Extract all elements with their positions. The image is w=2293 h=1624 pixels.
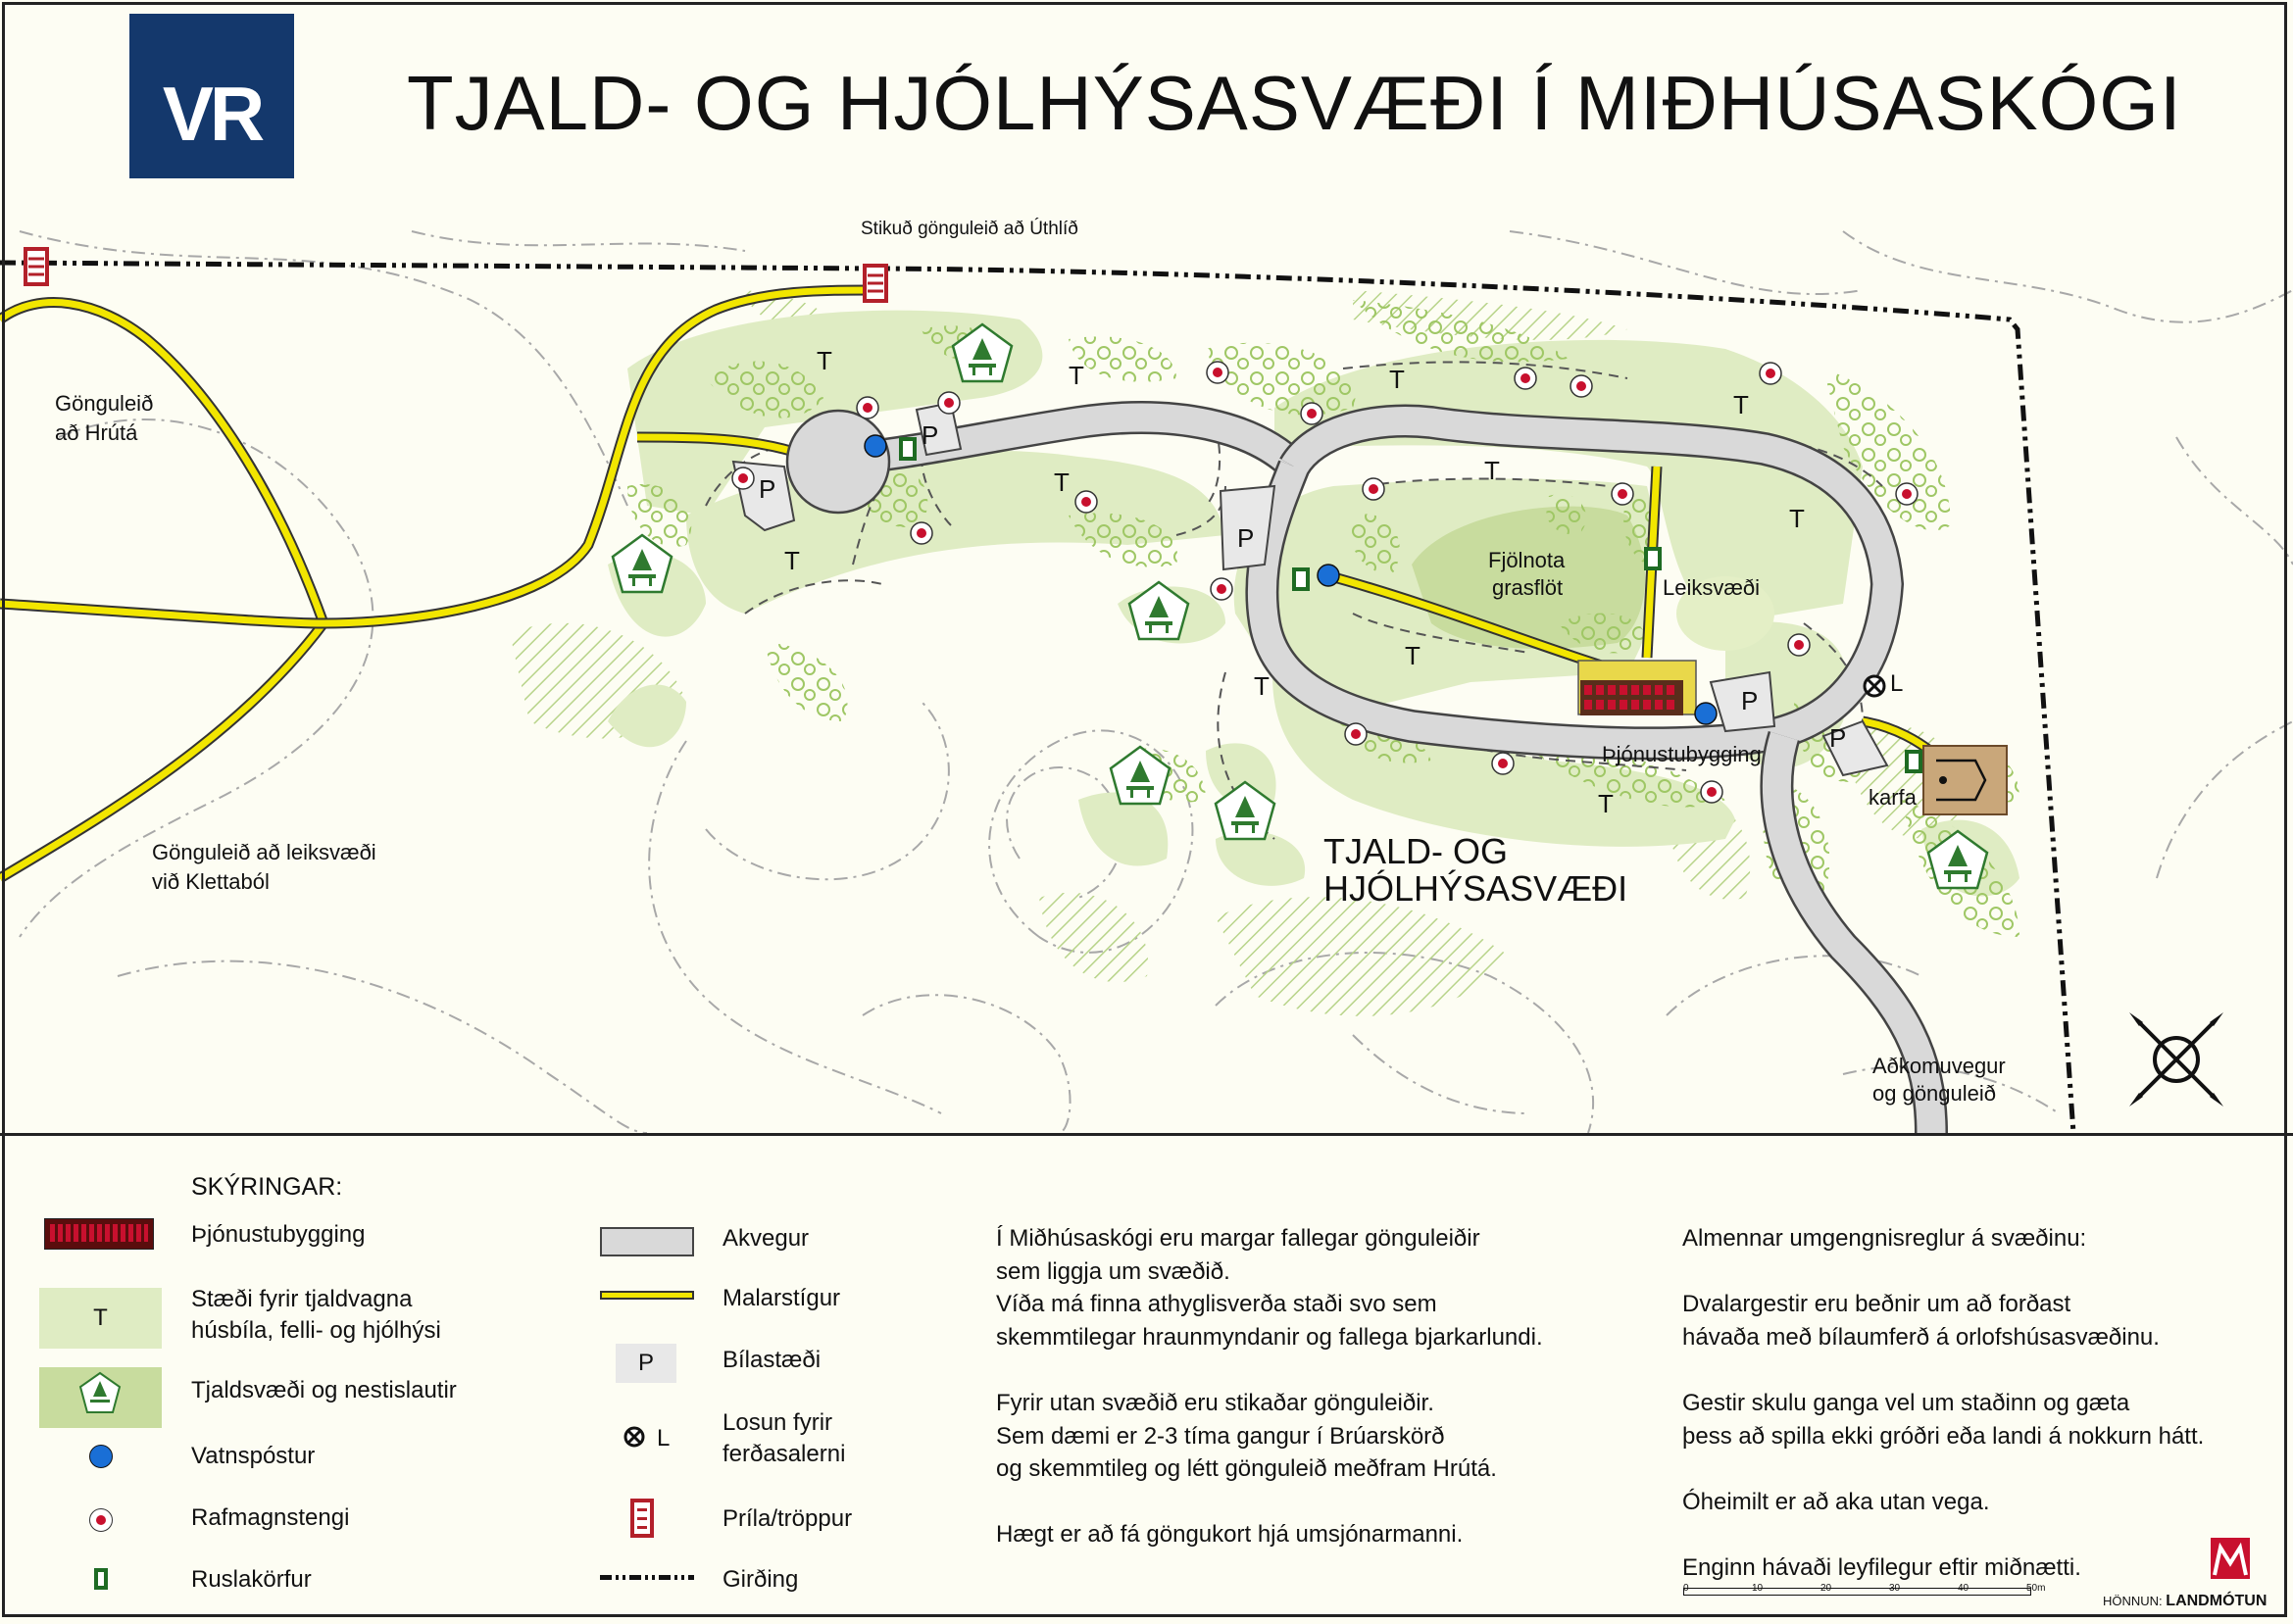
legend-label-road: Akvegur	[723, 1225, 810, 1252]
legend-label-bins: Ruslakörfur	[191, 1566, 312, 1593]
pitch-marker: T	[1405, 641, 1421, 670]
pitch-marker: T	[784, 546, 800, 575]
scale-tick: 50m	[2026, 1583, 2046, 1594]
legend-label-water: Vatnspóstur	[191, 1443, 316, 1469]
parking-marker: P	[922, 420, 939, 450]
legend-label-picnic: Tjaldsvæði og nestislautir	[191, 1377, 457, 1403]
label-trail-uthlid: Stikuð gönguleið að Úthlíð	[861, 219, 1078, 239]
scale-tick: 20	[1820, 1583, 1832, 1594]
page-title: TJALD- OG HJÓLHÝSASVÆÐI Í MIÐHÚSASKÓGI	[407, 60, 2182, 146]
scale-tick: 0	[1683, 1583, 1689, 1594]
label-area-2: HJÓLHÝSASVÆÐI	[1323, 868, 1628, 909]
label-access-2: og gönguleið	[1872, 1081, 1997, 1106]
pitch-marker: T	[1069, 361, 1084, 390]
label-multiuse-2: grasflöt	[1492, 575, 1564, 600]
credit-prefix: HÖNNUN:	[2103, 1594, 2163, 1608]
scale-tick: 40	[1958, 1583, 1969, 1594]
label-trail-play-2: við Klettaból	[152, 869, 270, 894]
legend-label-toilet-2: ferðasalerni	[723, 1441, 846, 1467]
label-access-1: Aðkomuvegur	[1872, 1054, 2006, 1078]
legend-label-stile: Príla/tröppur	[723, 1505, 853, 1532]
parking-marker: P	[1741, 686, 1759, 715]
caravan-pitch-symbol: T	[93, 1304, 108, 1331]
info-line: Í Miðhúsaskógi eru margar fallegar gönguleiðir	[996, 1225, 1480, 1252]
legend-label-power: Rafmagnstengi	[191, 1504, 350, 1531]
pitch-marker: T	[1484, 456, 1500, 485]
legend-label-gravel: Malarstígur	[723, 1285, 841, 1311]
label-toilet-letter: L	[1890, 670, 1904, 697]
legend-toilet-letter: L	[657, 1425, 671, 1452]
info-line: og skemmtileg og létt gönguleið meðfram Hrútá.	[996, 1455, 1497, 1483]
parking-marker: P	[1829, 723, 1847, 753]
poster-frame	[2, 2, 2287, 1617]
label-trail-hruta-1: Gönguleið	[55, 391, 154, 416]
parking-marker: P	[1237, 523, 1255, 553]
label-playground: Leiksvæði	[1663, 575, 1761, 600]
info-line: Víða má finna athyglisverða staði svo sem	[996, 1291, 1437, 1318]
label-area-1: TJALD- OG	[1323, 831, 1509, 871]
rules-line: Dvalargestir eru beðnir um að forðast	[1682, 1291, 2071, 1318]
info-line: Sem dæmi er 2-3 tíma gangur í Brúarskörð	[996, 1422, 1445, 1450]
legend-label-toilet-1: Losun fyrir	[723, 1409, 833, 1436]
pitch-marker: T	[1054, 468, 1070, 497]
label-basket: karfa	[1869, 785, 1917, 810]
rules-line: Enginn hávaði leyfilegur eftir miðnætti.	[1682, 1553, 2081, 1581]
pitch-marker: T	[817, 346, 832, 375]
legend-label-parking: Bílastæði	[723, 1347, 822, 1373]
legend-heading: SKÝRINGAR:	[191, 1173, 343, 1201]
credit-name: LANDMÓTUN	[2166, 1593, 2268, 1609]
rules-line: hávaða með bílaumferð á orlofshúsasvæðinu.	[1682, 1323, 2160, 1351]
pitch-marker: T	[1789, 504, 1805, 533]
legend-label-pitch-2: húsbíla, felli- og hjólhýsi	[191, 1317, 441, 1344]
rules-line: Óheimilt er að aka utan vega.	[1682, 1488, 1990, 1515]
pitch-marker: T	[1733, 390, 1749, 419]
pitch-marker: T	[1389, 365, 1405, 394]
vr-logo-text: VR	[162, 71, 262, 157]
info-line: Fyrir utan svæðið eru stikaðar gönguleiðir.	[996, 1389, 1434, 1416]
label-trail-play-1: Gönguleið að leiksvæði	[152, 840, 376, 864]
label-multiuse-1: Fjölnota	[1488, 548, 1566, 572]
pitch-marker: T	[1598, 789, 1614, 818]
info-line: skemmtilegar hraunmyndanir og fallega bjarkarlundi.	[996, 1323, 1543, 1351]
rules-line: Gestir skulu ganga vel um staðinn og gæta	[1682, 1389, 2130, 1416]
rules-line: þess að spilla ekki gróðri eða landi á nokkurn hátt.	[1682, 1422, 2205, 1450]
legend-label-service: Þjónustubygging	[191, 1221, 366, 1248]
parking-legend-icon: P	[616, 1344, 676, 1383]
info-line: sem liggja um svæðið.	[996, 1257, 1230, 1285]
label-service-building: Þjónustubygging	[1602, 742, 1762, 766]
scale-tick: 30	[1889, 1583, 1901, 1594]
pitch-marker: T	[1254, 671, 1270, 701]
info-line: Hægt er að fá göngukort hjá umsjónarmanni.	[996, 1521, 1464, 1549]
scale-tick: 10	[1752, 1583, 1764, 1594]
label-trail-hruta-2: að Hrútá	[55, 420, 138, 445]
rules-line: Almennar umgengnisreglur á svæðinu:	[1682, 1225, 2087, 1252]
legend-label-fence: Girðing	[723, 1566, 799, 1593]
parking-marker: P	[759, 474, 776, 504]
legend-label-pitch-1: Stæði fyrir tjaldvagna	[191, 1286, 413, 1312]
